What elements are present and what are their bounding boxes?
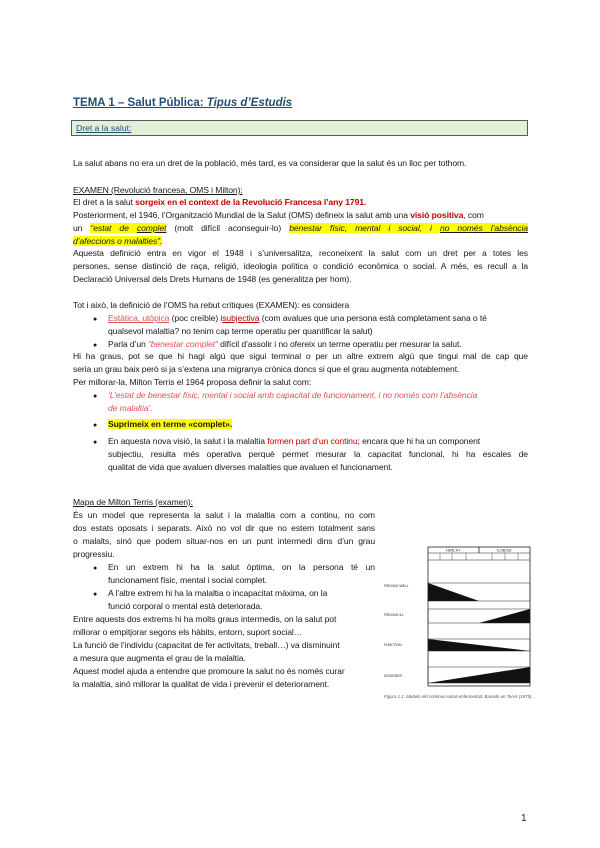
figure-row-feeling-well: FEELING WELL — [384, 584, 409, 588]
mapa-line-8: a mesura que augmenta el grau de la malaltia. — [73, 653, 246, 663]
critique-bullet-1-cont: qualsevol malaltia? no tenim cap terme operatiu per quantificar la salut) — [108, 326, 373, 336]
figure-row-function: FUNCTION — [384, 643, 402, 647]
exam-line-7: Declaració Universal dels Drets Humans de 1948 (es generalitza per hom). — [73, 274, 352, 284]
exam-line-4: d’afeccions o malalties”. — [73, 236, 163, 246]
bullet-icon: ● — [93, 565, 98, 572]
bullet-icon: ● — [93, 393, 98, 400]
bullet-icon: ● — [93, 439, 98, 446]
bullet-icon: ● — [93, 422, 98, 429]
mapa-line-3: o malalts, sinó que podem situar-nos en un punt intermedi dins d’un grau — [73, 536, 375, 546]
exam-line-6: persones, sense distinció de raça, religió, ideologia política o condició econòmica o social. A més, es recull a la — [73, 261, 528, 271]
bullet-icon: ● — [93, 591, 98, 598]
critique-line-2: Hi ha graus, pot se que hi hagi algú que sigui terminal o per un altre extrem algú que tingui mal de cap que — [73, 351, 528, 361]
mapa-line-9: Aquest model ajuda a entendre que promoure la salut no és només curar — [73, 666, 345, 676]
critique-bullet-5: En aquesta nova visió, la salut i la malaltia formen part d’un continu; encara que hi ha un component — [108, 436, 481, 446]
critique-bullet-2: Parla d’un “benestar complet” difícil d’assolir i no ofereix un terme operatiu per mesurar la salut. — [108, 339, 462, 349]
figure-caption: Figura 1.1. Modelo del continuo salud-enfermedad. Basado en Terris (1975). — [384, 694, 533, 699]
mapa-line-6: millorar o empitjorar segons els hàbits, entorn, suport social… — [73, 627, 303, 637]
page-title: TEMA 1 – Salut Pública: Tipus d’Estudis — [73, 97, 293, 109]
section-heading: Dret a la salut: — [76, 123, 132, 133]
critique-line-3: seria un grau baix però si ja s’extena una migranya crònica doncs si que el grau augmenta notablement. — [73, 364, 460, 374]
terris-definition-cont: de malaltia’. — [108, 403, 153, 413]
figure-health-label: HEALTH — [446, 548, 460, 553]
mapa-line-10: la malaltia, sinó millorar la qualitat de vida i prevenir el deteriorament. — [73, 679, 330, 689]
exam-line-2: Posteriorment, el 1946, l’Organització Mundial de la Salut (OMS) defineix la salut amb una visió positiva, com — [73, 210, 484, 220]
bullet-icon: ● — [93, 316, 98, 323]
critique-bullet-1: Estàtica, utòpica (poc creïble) isubjectiva (com avalues que una persona està completament sana o té — [108, 313, 487, 323]
critique-bullet-5-cont2: qualitat de vida que avaluen diverses malalties que avaluen el funcionament. — [108, 462, 393, 472]
bullet-icon: ● — [93, 342, 98, 349]
mapa-bullet-1-cont: funcionament físic, mental i social complet. — [108, 575, 267, 585]
page-number: 1 — [521, 813, 527, 824]
mapa-line-5: Entre aquests dos extrems hi ha molts graus intermedis, on la salut pot — [73, 614, 337, 624]
critique-line-4: Per millorar-la, Milton Terris el 1964 proposa definir la salut com: — [73, 377, 312, 387]
figure-row-disorder: DISORDER — [384, 674, 402, 678]
terris-definition: ‘L’estat de benestar físic, mental i social amb capacitat de funcionament, i no només com l’absència — [108, 390, 478, 400]
mapa-line-4: progressiu. — [73, 549, 115, 559]
critique-bullet-4: Suprimeix en terme «complet». — [108, 419, 233, 429]
critique-intro: Tot i això, la definició de l’OMS ha rebut crítiques (EXAMEN): es considera — [73, 300, 350, 310]
mapa-line-7: La funció de l’individu (capacitat de fer activitats, treball…) va disminuint — [73, 640, 340, 650]
exam-line-3: un “estat de complet (molt difícil aconseguir-lo) benestar físic, mental i social, i no només l’absència — [73, 223, 528, 233]
terris-continuum-figure — [380, 543, 535, 693]
section-heading-box — [71, 120, 528, 136]
mapa-bullet-1: En un extrem hi ha la salut òptima, on la persona té un — [108, 562, 375, 572]
exam-line-1: El dret a la salut sorgeix en el context de la Revolució Francesa l’any 1791. — [73, 197, 367, 207]
exam-heading: EXAMEN (Revolució francesa, OMS i Milton): — [73, 185, 243, 195]
mapa-line-1: És un model que representa la salut i la malaltia com a continu, no com — [73, 510, 375, 520]
exam-line-5: Aquesta definició entra en vigor el 1948 i s’universalitza, reconeixent la salut com un dret per a totes les — [73, 248, 528, 258]
critique-bullet-5-cont: subjectiu, resulta més operativa perquè permet mesurar la capacitat funcional, hi ha escales de — [108, 449, 528, 459]
mapa-heading: Mapa de Milton Terris (examen): — [73, 497, 193, 507]
mapa-line-2: dos estats oposats i separats. Això no vol dir que no estem totalment sans — [73, 523, 375, 533]
mapa-bullet-2: A l’altre extrem hi ha la malaltia o incapacitat màxima, on la — [108, 588, 328, 598]
figure-illness-label: ILLNESS — [496, 548, 512, 553]
figure-row-feeling-ill: FEELING ILL — [384, 613, 405, 617]
intro-paragraph: La salut abans no era un dret de la població, més tard, es va considerar que la salut és un lloc per tothom. — [73, 158, 467, 168]
mapa-bullet-2-cont: funció corporal o mental està deteriorada. — [108, 601, 263, 611]
